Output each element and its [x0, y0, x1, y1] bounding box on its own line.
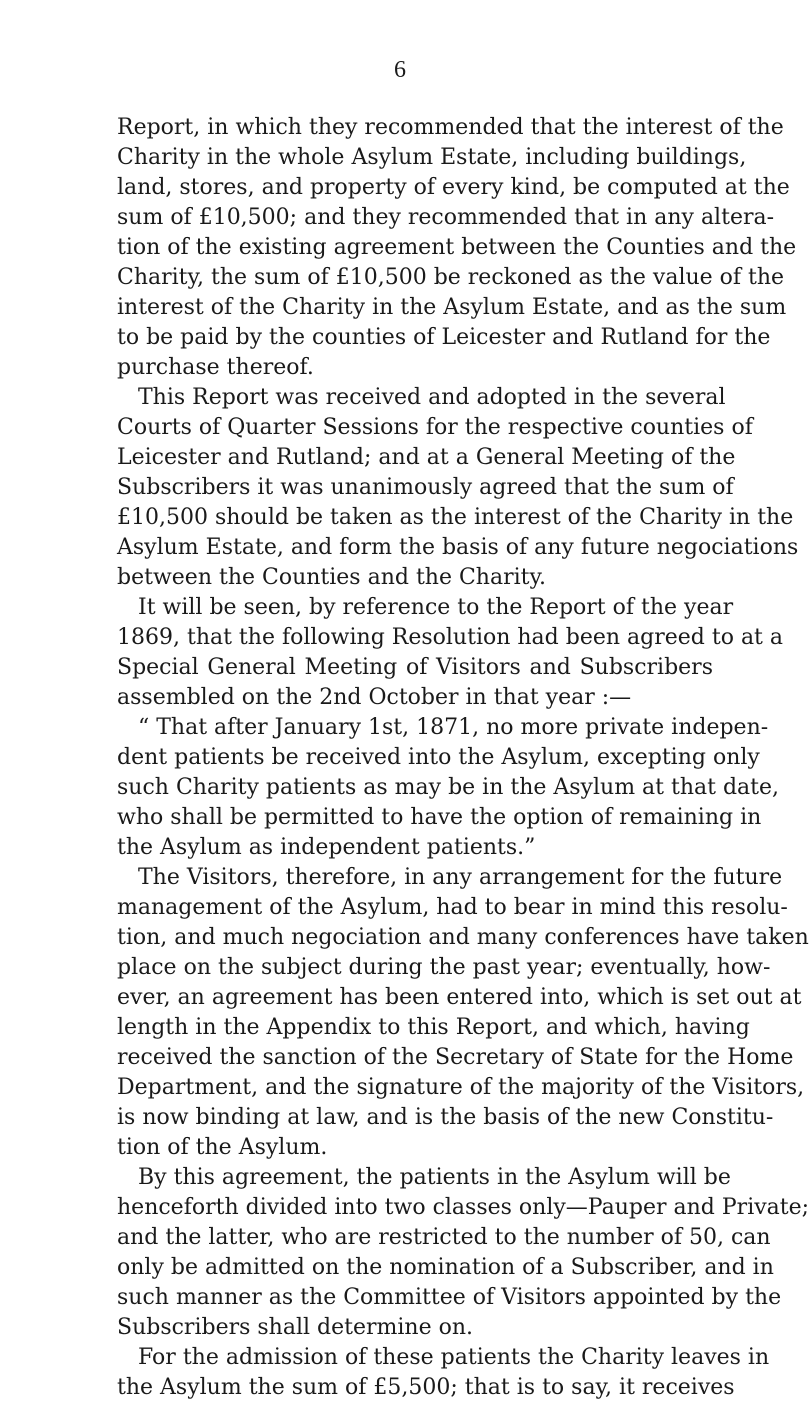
text-line: the Asylum the sum of £5,500; that is to say, it receives	[117, 1375, 735, 1400]
text-line: received the sanction of the Secretary of State for the Home	[117, 1045, 794, 1070]
text-line: tion of the existing agreement between the Counties and the	[117, 235, 797, 260]
text-line: Charity, the sum of £10,500 be reckoned as the value of the	[117, 265, 785, 290]
text-line: interest of the Charity in the Asylum Estate, and as the sum	[117, 295, 787, 320]
text-line: Charity in the whole Asylum Estate, including buildings,	[117, 145, 747, 170]
text-line: tion, and much negociation and many conferences have taken	[117, 925, 809, 950]
text-line: henceforth divided into two classes only—Pauper and Private;	[117, 1195, 809, 1220]
text-line: sum of £10,500; and they recommended that in any altera-	[117, 205, 775, 230]
text-line: place on the subject during the past year; eventually, how-	[117, 955, 771, 980]
text-line: and the latter, who are restricted to the number of 50, can	[117, 1225, 771, 1250]
text-line: Subscribers it was unanimously agreed that the sum of	[117, 475, 734, 500]
text-line: between the Counties and the Charity.	[117, 565, 546, 590]
text-line: dent patients be received into the Asylum, excepting only	[117, 745, 760, 770]
text-line: For the admission of these patients the Charity leaves in	[138, 1345, 770, 1370]
text-line: tion of the Asylum.	[117, 1135, 328, 1160]
body-text	[117, 113, 809, 1403]
text-line: such manner as the Committee of Visitors appointed by the	[117, 1285, 782, 1310]
text-line: Special General Meeting of Visitors and Subscribers	[117, 655, 713, 680]
text-line: the Asylum as independent patients.”	[117, 835, 536, 860]
text-line: Asylum Estate, and form the basis of any future negociations	[117, 535, 799, 560]
text-line: By this agreement, the patients in the Asylum will be	[138, 1165, 731, 1190]
text-line: purchase thereof.	[117, 355, 314, 380]
text-line: 1869, that the following Resolution had been agreed to at a	[117, 625, 784, 650]
text-line: assembled on the 2nd October in that year :—	[117, 685, 632, 710]
text-line: such Charity patients as may be in the Asylum at that date,	[117, 775, 780, 800]
text-line: only be admitted on the nomination of a Subscriber, and in	[117, 1255, 774, 1280]
text-line: Report, in which they recommended that the interest of the	[117, 115, 784, 140]
text-line: £10,500 should be taken as the interest of the Charity in the	[117, 505, 794, 530]
text-line: is now binding at law, and is the basis of the new Constitu-	[117, 1105, 774, 1130]
text-line: Leicester and Rutland; and at a General Meeting of the	[117, 445, 736, 470]
text-line: management of the Asylum, had to bear in mind this resolu-	[117, 895, 788, 920]
text-line: The Visitors, therefore, in any arrangement for the future	[138, 865, 783, 890]
text-line: land, stores, and property of every kind, be computed at the	[117, 175, 790, 200]
text-line: length in the Appendix to this Report, and which, having	[117, 1015, 750, 1040]
text-line: Courts of Quarter Sessions for the respective counties of	[117, 415, 753, 440]
text-line: Subscribers shall determine on.	[117, 1315, 473, 1340]
text-line: This Report was received and adopted in the several	[138, 385, 726, 410]
text-line: It will be seen, by reference to the Report of the year	[138, 595, 734, 620]
text-line: to be paid by the counties of Leicester and Rutland for the	[117, 325, 771, 350]
text-line: who shall be permitted to have the option of remaining in	[117, 805, 762, 830]
page-number: 6	[394, 57, 406, 83]
text-line: Department, and the signature of the majority of the Visitors,	[117, 1075, 805, 1100]
text-line: ever, an agreement has been entered into, which is set out at	[117, 985, 802, 1010]
text-line: “ That after January 1st, 1871, no more private indepen-	[138, 715, 769, 740]
